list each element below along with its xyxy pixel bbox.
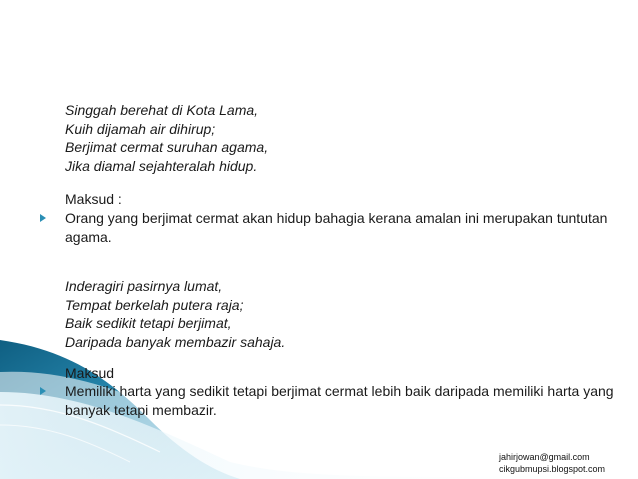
stanza1-line-4: Jika diamal sejahteralah hidup. — [65, 157, 258, 174]
stanza1-line-2: Kuih dijamah air dihirup; — [65, 120, 216, 137]
bullet-arrow-icon — [40, 214, 46, 222]
stanza2-line-3: Baik sedikit tetapi berjimat, — [65, 315, 232, 332]
stanza1-line-1: Singgah berehat di Kota Lama, — [65, 102, 259, 118]
slide-content — [40, 101, 620, 419]
footer-credits — [499, 451, 605, 475]
stanza2-line-1: Inderagiri pasirnya lumat, — [65, 278, 223, 295]
bullet-arrow-icon — [40, 387, 46, 395]
maksud1-bullet-item — [40, 209, 620, 246]
maksud2-text: Memiliki harta yang sedikit tetapi berjimat cermat lebih baik daripada memiliki harta yang banyak tetapi membazir. — [65, 383, 614, 418]
maksud2-label: Maksud — [65, 364, 115, 381]
footer-blog: cikgubmupsi.blogspot.com — [499, 464, 606, 474]
stanza2-line-4: Daripada banyak membazir sahaja. — [65, 333, 286, 350]
maksud1-text: Orang yang berjimat cermat akan hidup bahagia kerana amalan ini merupakan tuntutan agama. — [65, 209, 608, 245]
maksud2-bullet-item — [40, 382, 620, 419]
stanza1-line-3: Berjimat cermat suruhan agama, — [65, 139, 269, 156]
maksud1-label: Maksud : — [65, 191, 122, 208]
stanza2-line-2: Tempat berkelah putera raja; — [65, 296, 244, 313]
footer-email: jahirjowan@gmail.com — [499, 452, 590, 462]
